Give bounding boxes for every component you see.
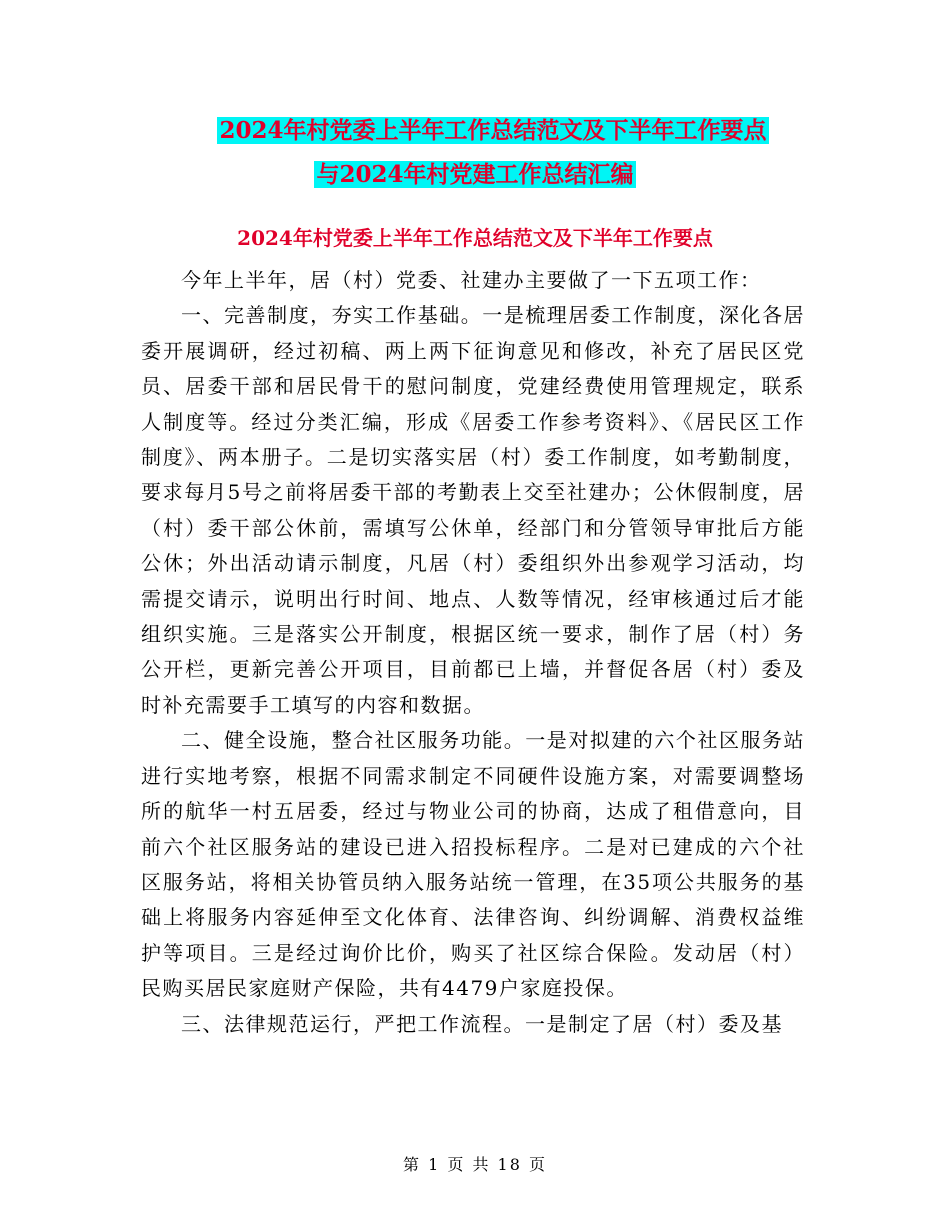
document-title-line-1 — [18, 108, 950, 154]
section-heading: 2024年村党委上半年工作总结范文及下半年工作要点 — [237, 226, 713, 250]
document-title-line-2 — [0, 152, 950, 198]
document-title-text-1: 2024年村党委上半年工作总结范文及下半年工作要点 — [219, 117, 767, 144]
paragraph-intro: 今年上半年，居（村）党委、社建办主要做了一下五项工作： — [181, 268, 762, 292]
paragraph-3: 三、法律规范运行，严把工作流程。一是制定了居（村）委及基 — [181, 1011, 783, 1036]
page-number-footer: 第 1 页 共 18 页 — [403, 1155, 547, 1174]
document-title-text-2: 与2024年村党建工作总结汇编 — [316, 161, 634, 188]
paragraph-1: 一、完善制度，夯实工作基础。一是梳理居委工作制度，深化各居委开展调研，经过初稿、两上两下征询意见和修改，补充了居民区党员、居委干部和居民骨干的慰问制度，党建经费使用管理规定，联系人制度等。经过分类汇编，形成《居委工作参考资料》、《居民区工作制度》、两本册子。二是切实落实居（村）委工作制度，如考勤制度，要求每月5号之前将居委干部的考勤表上交至社建办；公休假制度，居（村）委干部公休前，需填写公休单，经部门和分管领导审批后方能公休；外出活动请示制度，凡居（村）委组织外出参观学习活动，均需提交请示，说明出行时间、地点、人数等情况，经审核通过后才能组织实施。三是落实公开制度，根据区统一要求，制作了居（村）务公开栏，更新完善公开项目，目前都已上墙，并督促各居（村）委及时补充需要手工填写的内容和数据。 — [141, 303, 805, 717]
document-body — [141, 263, 805, 1042]
paragraph-2: 二、健全设施，整合社区服务功能。一是对拟建的六个社区服务站进行实地考察，根据不同需求制定不同硬件设施方案，对需要调整场所的航华一村五居委，经过与物业公司的协商，达成了租借意向，目前六个社区服务站的建设已进入招投标程序。二是对已建成的六个社区服务站，将相关协管员纳入服务站统一管理，在35项公共服务的基础上将服务内容延伸至文化体育、法律咨询、纠纷调解、消费权益维护等项目。三是经过询价比价，购买了社区综合保险。发动居（村）民购买居民家庭财产保险，共有4479户家庭投保。 — [141, 728, 805, 1001]
